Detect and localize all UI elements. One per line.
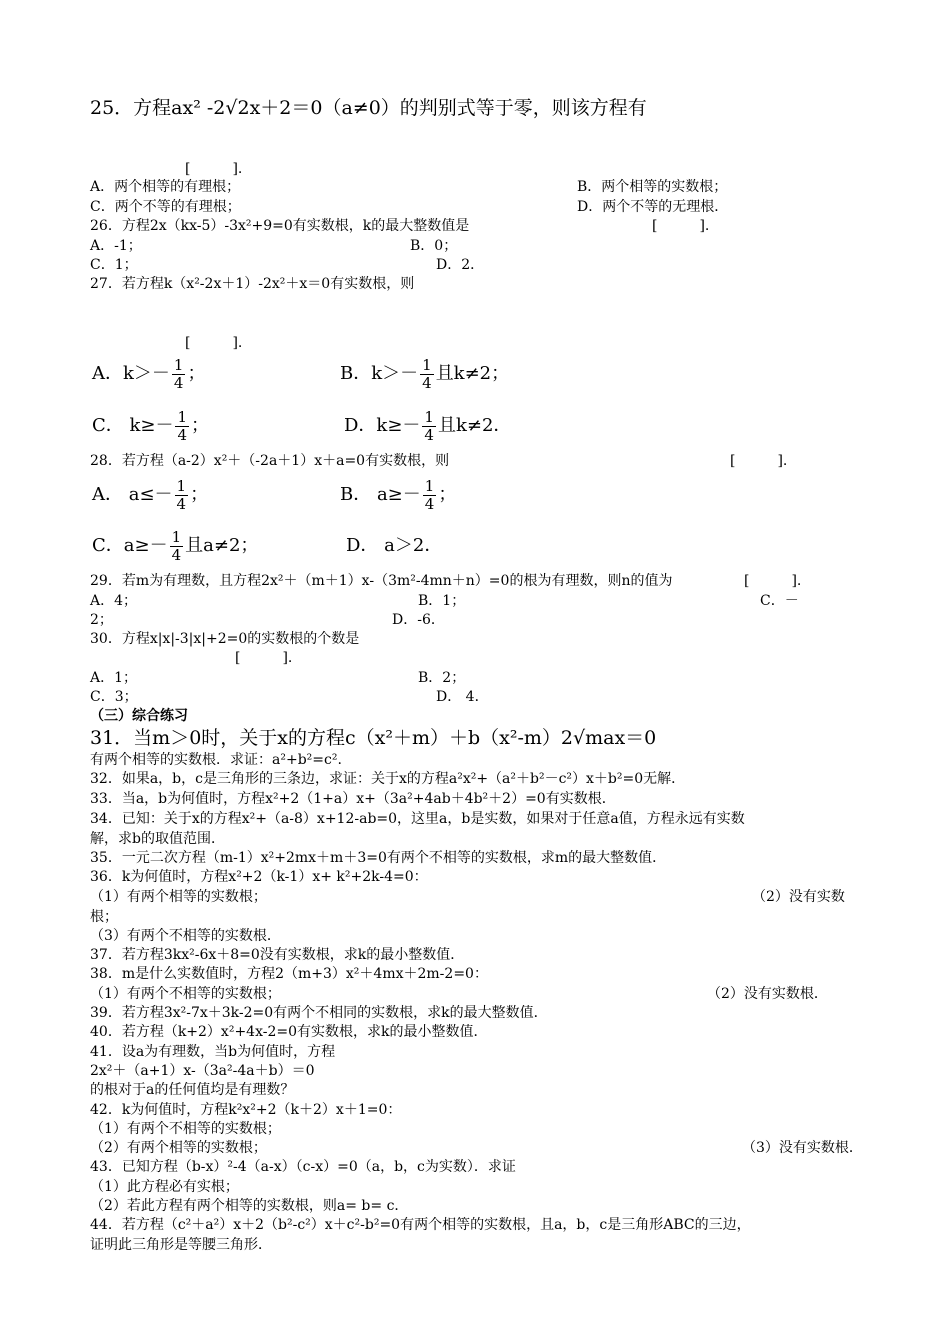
q26-option-a: A．-1； (90, 238, 142, 254)
q26-stem: 26．方程2x（kx-5）-3x²+9=0有实数根，k的最大整数值是 (90, 218, 470, 234)
q43-stem: 43．已知方程（b-x）²-4（a-x）（c-x）=0（a，b，c为实数）．求证 (90, 1159, 516, 1175)
q42-part2: （2）有两个相等的实数根； (90, 1140, 267, 1156)
q34-line1: 34．已知：关于x的方程x²+（a-8）x+12-ab=0，这里a，b是实数，如果对于任意a值，方程永远有实数 (90, 811, 745, 827)
q26-bracket: [ ]. (652, 218, 710, 234)
q36-part2: （2）没有实数 (752, 889, 845, 905)
q27-option-c: C． k≥－ $\frac{1}{4}$ ； (92, 407, 210, 444)
q29-stem: 29．若m为有理数，且方程2x²＋（m＋1）x-（3m²-4mn＋n）=0的根为有理数，则n的值为 (90, 573, 673, 589)
q32: 32．如果a，b，c是三角形的三条边，求证：关于x的方程a²x²+（a²＋b²－c²）x＋b²=0无解． (90, 771, 686, 787)
q38-part2: （2）没有实数根． (707, 986, 828, 1002)
q30-stem: 30．方程x|x|-3|x|+2=0的实数根的个数是 (90, 631, 360, 647)
q25-option-b: B．两个相等的实数根； (577, 179, 728, 195)
fraction: $\frac{1}{4}$ (176, 476, 187, 513)
q42-part3: （3）没有实数根． (742, 1140, 863, 1156)
q26-option-c: C．1； (90, 257, 138, 273)
q27-option-c-text: C． k≥－ (92, 415, 174, 436)
q43-part1: （1）此方程必有实根； (90, 1179, 239, 1195)
q29-option-d: D．-6． (392, 612, 445, 628)
q34-line2: 解，求b的取值范围． (90, 831, 225, 847)
q29-option-c-cont: 2； (90, 612, 113, 628)
q30-bracket: [ ]. (235, 650, 293, 666)
q27-option-a: A．k＞－ $\frac{1}{4}$ ； (92, 355, 206, 392)
q25-option-d: D．两个不等的无理根． (577, 199, 729, 215)
q28-option-b: B． a≥－ $\frac{1}{4}$ ； (340, 476, 457, 513)
q42-stem: 42．k为何值时，方程k²x²+2（k＋2）x＋1=0： (90, 1102, 402, 1118)
q36-part3: （3）有两个不相等的实数根． (90, 928, 281, 944)
section-title: （三）综合练习 (90, 708, 188, 724)
q27-option-d-text: D．k≥－ (344, 415, 421, 436)
q40: 40．若方程（k+2）x²+4x-2=0有实数根，求k的最小整数值． (90, 1024, 488, 1040)
q28-option-a: A． a≤－ $\frac{1}{4}$ ； (92, 476, 209, 513)
q27-option-a-text: A．k＞－ (92, 363, 170, 384)
q30-option-b: B．2； (418, 670, 466, 686)
q43-part2: （2）若此方程有两个相等的实数根，则a= b= c． (90, 1198, 409, 1214)
q28-stem: 28．若方程（a-2）x²＋（-2a＋1）x＋a=0有实数根，则 (90, 453, 450, 469)
q38-stem: 38．m是什么实数值时，方程2（m+3）x²＋4mx＋2m-2=0： (90, 966, 488, 982)
q27-bracket: [ ]. (185, 335, 243, 351)
fraction: $\frac{1}{4}$ (171, 527, 182, 564)
q29-option-a: A．4； (90, 593, 138, 609)
q29-option-c: C．－ (760, 593, 799, 609)
q35: 35．一元二次方程（m-1）x²+2mx＋m＋3=0有两个不相等的实数根，求m的最大整数值． (90, 850, 667, 866)
q27-option-d: D．k≥－ $\frac{1}{4}$ 且k≠2． (344, 407, 512, 444)
q28-bracket: [ ]. (730, 453, 788, 469)
q44-line1: 44．若方程（c²＋a²）x＋2（b²-c²）x＋c²-b²=0有两个相等的实数根，且a，b，c是三角形ABC的三边， (90, 1217, 751, 1233)
q30-option-c: C．3； (90, 689, 138, 705)
q37: 37．若方程3kx²-6x＋8=0没有实数根，求k的最小整数值． (90, 947, 465, 963)
q31-stem: 31．当m＞0时，关于x的方程c（x²＋m）＋b（x²-m）2√max＝0 (90, 727, 657, 749)
fraction: $\frac{1}{4}$ (424, 407, 434, 444)
q27-option-b: B．k＞－ $\frac{1}{4}$ 且k≠2； (340, 355, 510, 392)
q31-line2: 有两个相等的实数根．求证：a²+b²=c². (90, 752, 342, 768)
q26-option-b: B．0； (410, 238, 458, 254)
q36-part1: （1）有两个相等的实数根； (90, 889, 267, 905)
q36-part2-cont: 根； (90, 909, 118, 925)
q29-bracket: [ ]. (744, 573, 802, 589)
q41-equation: 2x²＋（a+1）x-（3a²-4a＋b）＝0 (90, 1063, 315, 1079)
q30-option-d: D． 4． (436, 689, 489, 705)
q39: 39．若方程3x²-7x＋3k-2=0有两个不相同的实数根，求k的最大整数值． (90, 1005, 548, 1021)
q25-option-c: C．两个不等的有理根； (90, 199, 241, 215)
q26-option-d: D．2． (436, 257, 485, 273)
q36-stem: 36．k为何值时，方程x²+2（k-1）x+ k²+2k-4=0： (90, 869, 428, 885)
q30-option-a: A．1； (90, 670, 138, 686)
q29-option-b: B．1； (418, 593, 466, 609)
fraction: $\frac{1}{4}$ (173, 355, 184, 392)
q42-part1: （1）有两个不相等的实数根； (90, 1121, 281, 1137)
fraction: $\frac{1}{4}$ (424, 476, 435, 513)
q25-bracket: [ ]. (185, 161, 243, 177)
fraction: $\frac{1}{4}$ (177, 407, 188, 444)
q38-part1: （1）有两个不相等的实数根； (90, 986, 281, 1002)
q27-option-b-text: B．k＞－ (340, 363, 419, 384)
q41-line3: 的根对于a的任何值均是有理数？ (90, 1082, 295, 1098)
q41-line1: 41．设a为有理数，当b为何值时，方程 (90, 1044, 336, 1060)
q27-stem: 27．若方程k（x²-2x＋1）-2x²＋x＝0有实数根，则 (90, 276, 415, 292)
q33: 33．当a，b为何值时，方程x²+2（1+a）x+（3a²+4ab＋4b²＋2）=0有实数根． (90, 791, 616, 807)
q28-option-d: D． a＞2． (346, 535, 443, 556)
q28-option-c: C．a≥－ $\frac{1}{4}$ 且a≠2； (92, 527, 259, 564)
q44-line2: 证明此三角形是等腰三角形． (90, 1237, 272, 1253)
fraction: $\frac{1}{4}$ (422, 355, 432, 392)
q25-stem: 25．方程ax² -2√2x＋2＝0（a≠0）的判别式等于零，则该方程有 (90, 97, 647, 119)
q25-option-a: A．两个相等的有理根； (90, 179, 241, 195)
